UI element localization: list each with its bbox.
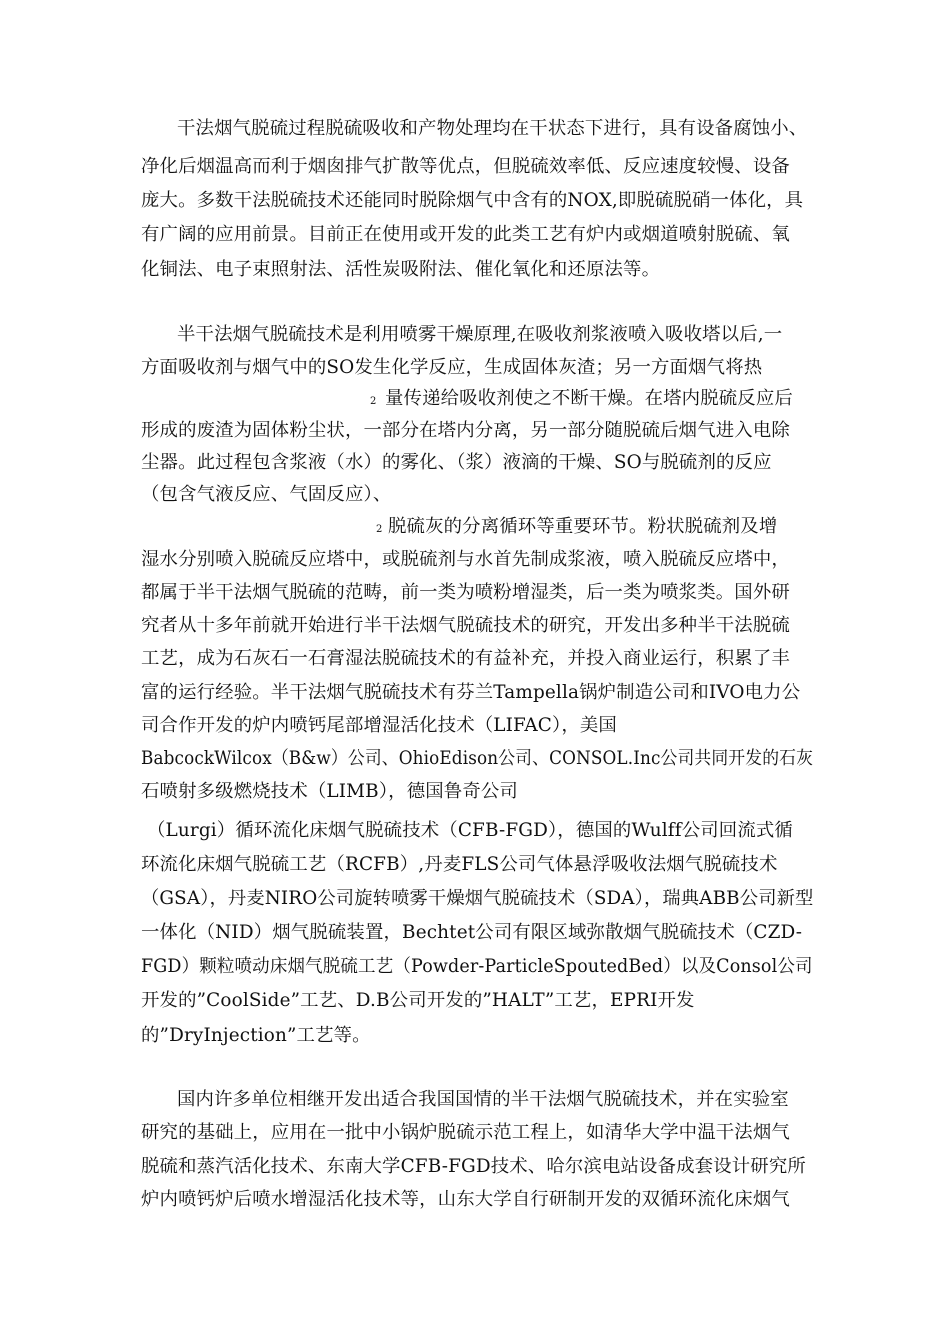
paragraph-2-line-1: 半干法烟气脱硫技术是利用喷雾干燥原理,在吸收剂浆液喷入吸收塔以后,一 — [177, 324, 783, 345]
paragraph-2-line-10: 究者从十多年前就开始进行半干法烟气脱硫技术的研究，开发出多种半干法脱硫 — [141, 615, 790, 636]
paragraph-2-line-14: BabcockWilcox（B&w）公司、OhioEdison公司、CONSOL.Inc公司共同开发的石灰 — [141, 748, 814, 769]
paragraph-2-line-13: 司合作开发的炉内喷钙尾部增湿活化技术（LIFAC），美国 — [141, 715, 617, 736]
paragraph-2-line-7: 脱硫灰的分离循环等重要环节。粉状脱硫剂及增 — [388, 516, 778, 537]
subscript-2: 2 — [376, 524, 383, 535]
paragraph-2-line-15: 石喷射多级燃烧技术（LIMB），德国鲁奇公司 — [141, 781, 518, 802]
paragraph-2-line-21: 开发的”CoolSide”工艺、D.B公司开发的”HALT”工艺，EPRI开发 — [141, 990, 695, 1011]
paragraph-2-line-5: 尘器。此过程包含浆液（水）的雾化、（浆）液滴的干燥、SO与脱硫剂的反应 — [141, 452, 772, 473]
paragraph-3-line-1: 国内许多单位相继开发出适合我国国情的半干法烟气脱硫技术，并在实验室 — [177, 1089, 789, 1110]
paragraph-2-line-9: 都属于半干法烟气脱硫的范畴，前一类为喷粉增湿类，后一类为喷浆类。国外研 — [141, 582, 790, 603]
paragraph-1-line-4: 有广阔的应用前景。目前正在使用或开发的此类工艺有炉内或烟道喷射脱硫、氧 — [141, 224, 790, 245]
paragraph-3-line-2: 研究的基础上，应用在一批中小锅炉脱硫示范工程上，如清华大学中温干法烟气 — [141, 1122, 790, 1143]
paragraph-2-line-20: FGD）颗粒喷动床烟气脱硫工艺（Powder-ParticleSpoutedBed）以及Consol公司 — [141, 956, 813, 977]
paragraph-2-line-8: 湿水分别喷入脱硫反应塔中，或脱硫剂与水首先制成浆液，喷入脱硫反应塔中， — [141, 549, 790, 570]
paragraph-1-line-2: 净化后烟温高而利于烟囱排气扩散等优点，但脱硫效率低、反应速度较慢、设备 — [141, 156, 790, 177]
paragraph-1-line-3: 庞大。多数干法脱硫技术还能同时脱除烟气中含有的NOX,即脱硫脱硝一体化，具 — [141, 190, 804, 211]
subscript-2: 2 — [370, 396, 377, 407]
paragraph-2-line-18: （GSA），丹麦NIRO公司旋转喷雾干燥烟气脱硫技术（SDA），瑞典ABB公司新型 — [141, 888, 814, 909]
paragraph-3-line-4: 炉内喷钙炉后喷水增湿活化技术等，山东大学自行研制开发的双循环流化床烟气 — [141, 1189, 790, 1210]
paragraph-2-line-6: （包含气液反应、气固反应）、 — [141, 484, 392, 505]
paragraph-2-line-19: 一体化（NID）烟气脱硫装置，Bechtet公司有限区域弥散烟气脱硫技术（CZD- — [141, 922, 803, 943]
paragraph-2-line-11: 工艺，成为石灰石一石膏湿法脱硫技术的有益补充，并投入商业运行，积累了丰 — [141, 648, 790, 669]
paragraph-2-line-3: 量传递给吸收剂使之不断干燥。在塔内脱硫反应后 — [385, 388, 793, 409]
paragraph-2-line-12: 富的运行经验。半干法烟气脱硫技术有芬兰Tampella锅炉制造公司和IVO电力公 — [141, 682, 801, 703]
paragraph-1-line-5: 化铜法、电子束照射法、活性炭吸附法、催化氧化和还原法等。 — [141, 259, 661, 280]
paragraph-2-line-17: 环流化床烟气脱硫工艺（RCFB）,丹麦FLS公司气体悬浮吸收法烟气脱硫技术 — [141, 854, 778, 875]
paragraph-2-line-4: 形成的废渣为固体粉尘状，一部分在塔内分离，另一部分随脱硫后烟气进入电除 — [141, 420, 790, 441]
paragraph-2-line-2: 方面吸收剂与烟气中的SO发生化学反应，生成固体灰渣；另一方面烟气将热 — [141, 357, 763, 378]
paragraph-1-line-1: 干法烟气脱硫过程脱硫吸收和产物处理均在干状态下进行，具有设备腐蚀小、 — [177, 118, 808, 139]
paragraph-3-line-3: 脱硫和蒸汽活化技术、东南大学CFB-FGD技术、哈尔滨电站设备成套设计研究所 — [141, 1156, 806, 1177]
paragraph-2-line-22: 的”DryInjection”工艺等。 — [141, 1025, 371, 1046]
paragraph-2-line-16: （Lurgi）循环流化床烟气脱硫技术（CFB-FGD），德国的Wulff公司回流式循 — [147, 820, 793, 841]
